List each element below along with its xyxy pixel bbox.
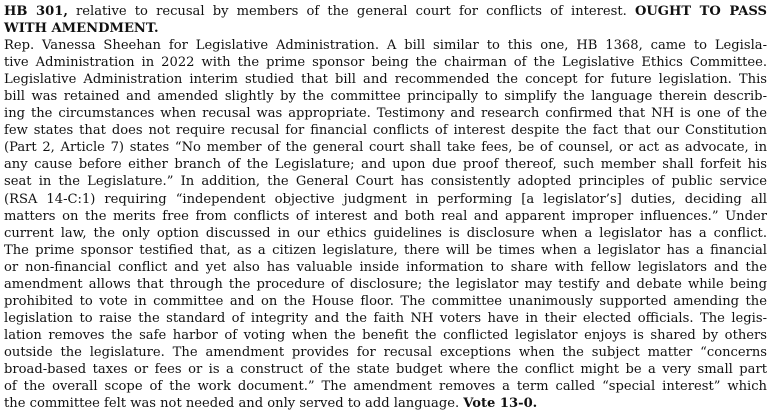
bill-subject: relative to recusal by members of the general court for conflicts of interest.	[67, 4, 635, 19]
vote-result: Vote 13-0.	[463, 396, 538, 412]
report-line: seat in the Legislature.” In addition, the General Court has consistently adopted principles of public service	[4, 174, 767, 190]
report-line: any cause before either branch of the Legislature; and upon due proof thereof, such member shall forfeit his	[4, 157, 767, 173]
report-final-line	[4, 395, 767, 412]
report-line: few states that does not require recusal for financial conflicts of interest despite the fact that our Constitution	[4, 123, 767, 139]
bill-heading-line-2: WITH AMENDMENT.	[4, 21, 159, 37]
report-final-text: the committee felt was not needed and only served to add language.	[4, 396, 464, 412]
report-line: matters on the merits free from conflicts of interest and both real and apparent improper influences.” Under	[4, 208, 767, 224]
report-line: legislation to raise the standard of integrity and the faith NH voters have in their elected officials. The legis-	[4, 310, 767, 326]
report-line: outside the legislature. The amendment provides for recusal exceptions when the subject matter “concerns	[4, 344, 767, 360]
report-line: Legislative Administration interim studied that bill and recommended the concept for future legislation. This	[4, 72, 767, 88]
committee-recommendation: OUGHT TO PASS	[634, 4, 767, 19]
report-line: or non-financial conflict and yet also has valuable inside information to share with fellow legislators and the	[4, 259, 767, 275]
report-line: prohibited to vote in committee and on the House floor. The committee unanimously supported amending the	[4, 293, 767, 309]
report-line: bill was retained and amended slightly by the committee principally to simplify the language therein describ-	[4, 89, 767, 105]
report-line: tive Administration in 2022 with the prime sponsor being the chairman of the Legislative Ethics Committee.	[4, 55, 767, 71]
report-line: current law, the only option discussed in our ethics guidelines is disclosure when a legislator has a conflict.	[4, 225, 767, 241]
report-line: of the overall scope of the work document.” The amendment removes a term called “special interest” which	[4, 379, 767, 395]
report-line: (RSA 14-C:1) requiring “independent objective judgment in performing [a legislator’s] duties, deciding all	[4, 191, 767, 207]
report-line: lation removes the safe harbor of voting when the benefit the conflicted legislator enjoys is shared by others	[4, 327, 767, 343]
report-body	[4, 37, 767, 412]
report-line: (Part 2, Article 7) states “No member of the general court shall take fees, be of counsel, or act as advocate, in	[4, 140, 767, 156]
report-line: ing the circumstances when recusal was appropriate. Testimony and research confirmed that NH is one of the	[4, 106, 767, 122]
bill-heading-line-1	[4, 3, 767, 20]
report-line: Rep. Vanessa Sheehan for Legislative Administration. A bill similar to this one, HB 1368, came to Legisla-	[4, 38, 767, 54]
report-line: The prime sponsor testified that, as a citizen legislature, there will be times when a legislator has a financial	[4, 242, 767, 258]
bill-number: HB 301,	[4, 4, 68, 19]
report-line: broad-based taxes or fees or is a construct of the state budget where the conflict might be a very small part	[4, 361, 767, 377]
report-line: amendment allows that through the procedure of disclosure; the legislator may testify and debate while being	[4, 276, 767, 292]
